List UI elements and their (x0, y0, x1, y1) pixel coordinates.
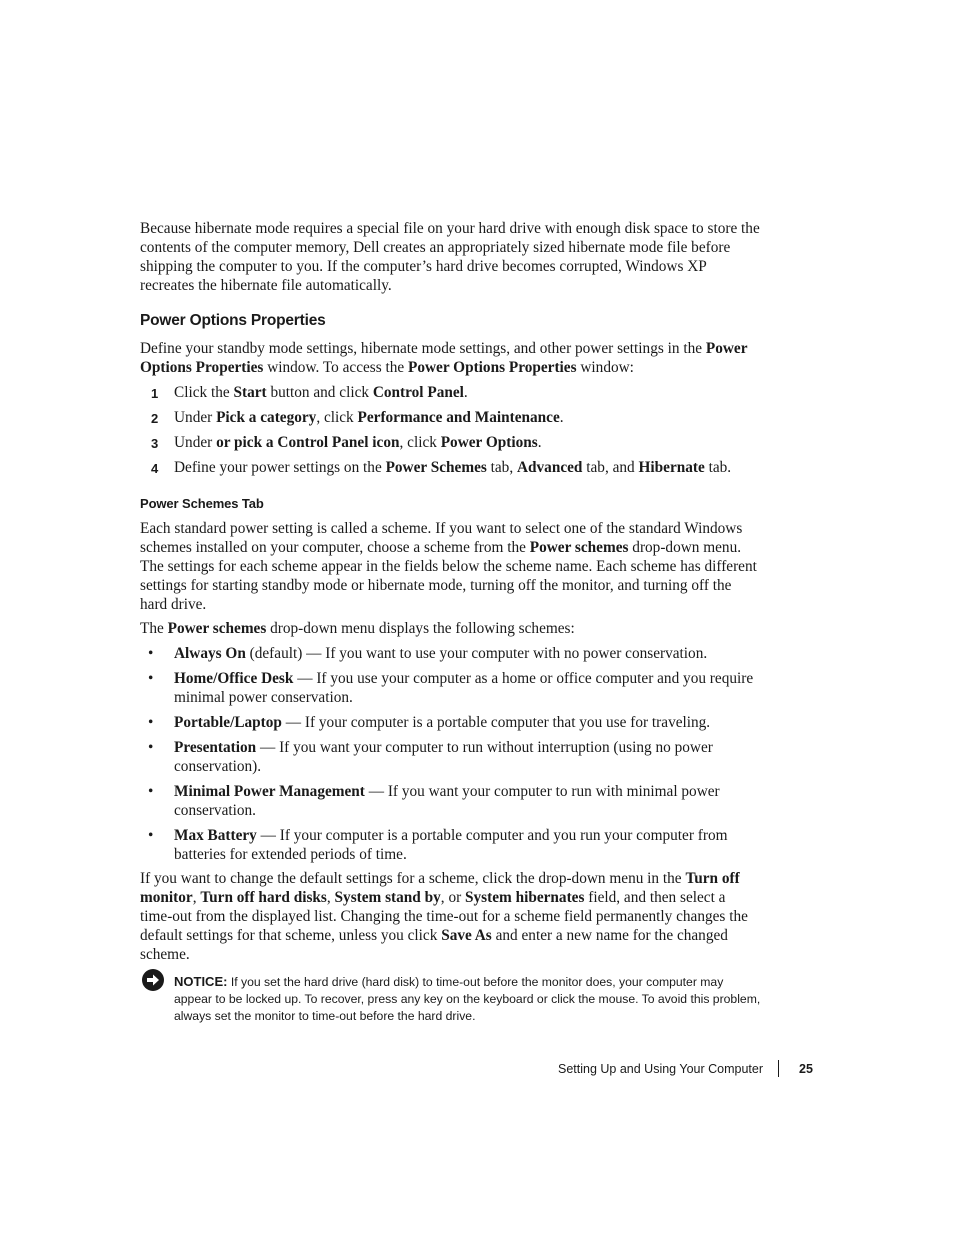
list-item: • Minimal Power Management — If you want your computer to run with minimal power conservation. (148, 783, 720, 819)
bullet-icon: • (148, 645, 154, 662)
step-number: 2 (151, 411, 159, 426)
notice-label: NOTICE: (174, 974, 228, 989)
list-item: • Always On (default) — If you want to use your computer with no power conservation. (148, 645, 708, 662)
list-item: • Presentation — If you want your computer to run without interruption (using no power conservation). (148, 739, 713, 775)
list-item: • Max Battery — If your computer is a portable computer and you run your computer from batteries for extended periods of time. (148, 827, 728, 863)
notice-text: NOTICE: If you set the hard drive (hard disk) to time-out before the monitor does, your computer may appear to be locked up. To recover, press any key on the keyboard or click the mouse. To avoid this problem, always set the monitor to time-out before the hard drive. (174, 974, 761, 1023)
bullet-icon: • (148, 783, 154, 800)
step-number: 3 (151, 436, 159, 451)
subsection-heading: Power Schemes Tab (140, 496, 264, 511)
intro-paragraph: Because hibernate mode requires a special file on your hard drive with enough disk space to store the contents of the computer memory, Dell creates an appropriately sized hibernate mode file before shipping the computer to you. If the computer’s hard drive becomes corrupted, Windows XP recreates the hibernate file automatically. (140, 220, 760, 294)
schemes-list (140, 644, 760, 870)
list-item: • Home/Office Desk — If you use your computer as a home or office computer and you require minimal power conservation. (148, 670, 754, 706)
step-item: 1 Click the Start button and click Control Panel. (151, 384, 468, 401)
notice-arrow-icon (142, 969, 164, 991)
page-number: 25 (799, 1062, 813, 1076)
steps-list (140, 383, 760, 483)
list-item: • Portable/Laptop — If your computer is a portable computer that you use for traveling. (148, 714, 711, 731)
step-number: 4 (151, 461, 159, 476)
step-number: 1 (151, 386, 159, 401)
section-heading: Power Options Properties (140, 312, 326, 329)
bullet-icon: • (148, 739, 154, 756)
change-settings-paragraph: If you want to change the default settings for a scheme, click the drop-down menu in the Turn off monitor, Turn off hard disks, System stand by, or System hibernates field, and then select a time-out from the displayed list. Changing the time-out for a scheme field permanently changes the default settings for that scheme, unless you click Save As and enter a new name for the changed scheme. (140, 870, 748, 963)
schemes-paragraph: Each standard power setting is called a scheme. If you want to select one of the standard Windows schemes installed on your computer, choose a scheme from the Power schemes drop-down menu. The settings for each scheme appear in the fields below the scheme name. Each scheme has different settings for starting standby mode or hibernate mode, turning off the monitor, and turning off the hard drive. (140, 520, 757, 613)
section-intro-paragraph: Define your standby mode settings, hibernate mode settings, and other power settings in the Power Options Properties window. To access the Power Options Properties window: (140, 340, 748, 376)
footer-chapter-title: Setting Up and Using Your Computer (558, 1062, 763, 1076)
footer-divider (778, 1060, 779, 1077)
bullet-icon: • (148, 714, 154, 731)
step-item: 4 Define your power settings on the Power Schemes tab, Advanced tab, and Hibernate tab. (151, 459, 732, 476)
bullet-icon: • (148, 827, 154, 844)
schemes-list-intro: The Power schemes drop-down menu displays the following schemes: (140, 620, 575, 637)
step-item: 3 Under or pick a Control Panel icon, click Power Options. (151, 434, 542, 451)
step-item: 2 Under Pick a category, click Performance and Maintenance. (151, 409, 564, 426)
bullet-icon: • (148, 670, 154, 687)
